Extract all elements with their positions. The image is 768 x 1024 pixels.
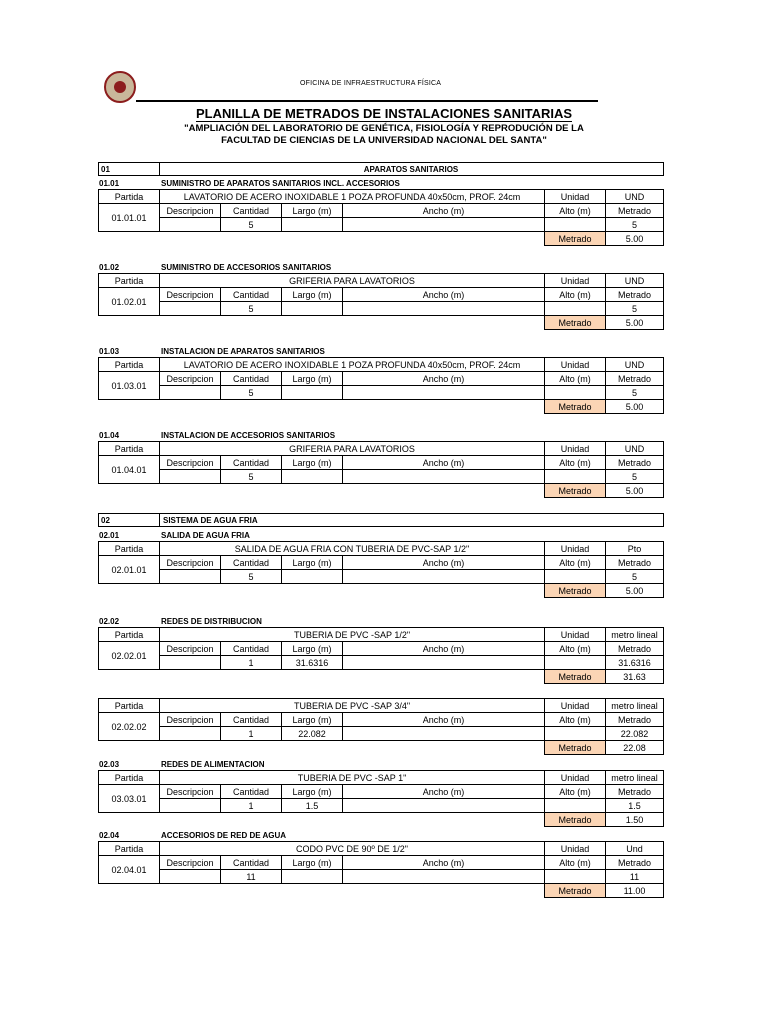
university-seal-logo bbox=[104, 71, 136, 103]
alto-label: Alto (m) bbox=[545, 372, 606, 386]
partial-metrado: 1.5 bbox=[606, 799, 664, 813]
descripcion-label: Descripcion bbox=[160, 372, 221, 386]
metrado-table bbox=[98, 541, 664, 598]
largo-label: Largo (m) bbox=[282, 713, 343, 727]
ancho-value bbox=[343, 870, 545, 884]
metrado-total-label: Metrado bbox=[545, 741, 606, 755]
subsection-code: 02.02 bbox=[99, 617, 120, 626]
subsection-name: SUMINISTRO DE ACCESORIOS SANITARIOS bbox=[161, 263, 332, 272]
cantidad-value: 1 bbox=[221, 799, 282, 813]
descripcion-value bbox=[160, 727, 221, 741]
largo-value bbox=[282, 570, 343, 584]
partial-metrado: 5 bbox=[606, 218, 664, 232]
partida-label: Partida bbox=[99, 442, 160, 456]
descripcion-label: Descripcion bbox=[160, 642, 221, 656]
cantidad-value: 5 bbox=[221, 570, 282, 584]
subsection-name: REDES DE ALIMENTACION bbox=[161, 760, 265, 769]
partida-label: Partida bbox=[99, 771, 160, 785]
unit-value: Pto bbox=[606, 542, 664, 556]
largo-label: Largo (m) bbox=[282, 785, 343, 799]
unidad-label: Unidad bbox=[545, 542, 606, 556]
unidad-label: Unidad bbox=[545, 699, 606, 713]
partida-label: Partida bbox=[99, 274, 160, 288]
descripcion-label: Descripcion bbox=[160, 288, 221, 302]
blank-cell bbox=[99, 484, 545, 498]
metrado-total: 5.00 bbox=[606, 232, 664, 246]
unit-value: UND bbox=[606, 190, 664, 204]
ancho-label: Ancho (m) bbox=[343, 204, 545, 218]
document-title-text: PLANILLA DE METRADOS DE INSTALACIONES SANITARIAS bbox=[195, 106, 573, 121]
subsection-code: 02.04 bbox=[99, 831, 120, 840]
partial-metrado: 22.082 bbox=[606, 727, 664, 741]
partida-label: Partida bbox=[99, 842, 160, 856]
unidad-label: Unidad bbox=[545, 842, 606, 856]
subsection-name: REDES DE DISTRIBUCION bbox=[161, 617, 262, 626]
item-number: 02.02.01 bbox=[99, 642, 160, 670]
ancho-value bbox=[343, 727, 545, 741]
section-divider bbox=[159, 514, 160, 526]
ancho-label: Ancho (m) bbox=[343, 785, 545, 799]
cantidad-value: 1 bbox=[221, 727, 282, 741]
largo-value bbox=[282, 218, 343, 232]
subsection-name: INSTALACION DE ACCESORIOS SANITARIOS bbox=[161, 431, 336, 440]
unit-value: metro lineal bbox=[606, 699, 664, 713]
metrado-table bbox=[98, 273, 664, 330]
metrado-label: Metrado bbox=[606, 785, 664, 799]
blank-cell bbox=[99, 813, 545, 827]
metrado-total: 22.08 bbox=[606, 741, 664, 755]
largo-value: 22.082 bbox=[282, 727, 343, 741]
unidad-label: Unidad bbox=[545, 274, 606, 288]
cantidad-label: Cantidad bbox=[221, 372, 282, 386]
partial-metrado: 31.6316 bbox=[606, 656, 664, 670]
partida-label: Partida bbox=[99, 190, 160, 204]
cantidad-label: Cantidad bbox=[221, 204, 282, 218]
alto-value bbox=[545, 386, 606, 400]
metrado-total: 5.00 bbox=[606, 400, 664, 414]
descripcion-label: Descripcion bbox=[160, 204, 221, 218]
descripcion-value bbox=[160, 386, 221, 400]
descripcion-value bbox=[160, 656, 221, 670]
alto-value bbox=[545, 570, 606, 584]
header-rule bbox=[136, 100, 598, 102]
unidad-label: Unidad bbox=[545, 442, 606, 456]
section-code: 01 bbox=[101, 165, 110, 174]
item-description: CODO PVC DE 90º DE 1/2" bbox=[160, 842, 545, 856]
ancho-value bbox=[343, 570, 545, 584]
ancho-label: Ancho (m) bbox=[343, 856, 545, 870]
cantidad-label: Cantidad bbox=[221, 856, 282, 870]
metrado-total-label: Metrado bbox=[545, 884, 606, 898]
unit-value: Und bbox=[606, 842, 664, 856]
descripcion-label: Descripcion bbox=[160, 856, 221, 870]
cantidad-label: Cantidad bbox=[221, 556, 282, 570]
metrado-label: Metrado bbox=[606, 456, 664, 470]
ancho-value bbox=[343, 218, 545, 232]
partida-label: Partida bbox=[99, 628, 160, 642]
metrado-total-label: Metrado bbox=[545, 316, 606, 330]
unidad-label: Unidad bbox=[545, 358, 606, 372]
cantidad-value: 5 bbox=[221, 470, 282, 484]
alto-value bbox=[545, 799, 606, 813]
ancho-value bbox=[343, 386, 545, 400]
blank-cell bbox=[99, 400, 545, 414]
item-description: LAVATORIO DE ACERO INOXIDABLE 1 POZA PROFUNDA 40x50cm, PROF. 24cm bbox=[160, 358, 545, 372]
cantidad-label: Cantidad bbox=[221, 785, 282, 799]
item-number: 01.04.01 bbox=[99, 456, 160, 484]
subsection-code: 02.03 bbox=[99, 760, 120, 769]
cantidad-label: Cantidad bbox=[221, 642, 282, 656]
metrado-total: 5.00 bbox=[606, 584, 664, 598]
ancho-label: Ancho (m) bbox=[343, 713, 545, 727]
metrado-table bbox=[98, 698, 664, 755]
metrado-label: Metrado bbox=[606, 713, 664, 727]
partial-metrado: 5 bbox=[606, 570, 664, 584]
document-title bbox=[0, 106, 768, 121]
ancho-label: Ancho (m) bbox=[343, 372, 545, 386]
metrado-table bbox=[98, 770, 664, 827]
descripcion-value bbox=[160, 570, 221, 584]
metrado-table bbox=[98, 841, 664, 898]
ancho-value bbox=[343, 302, 545, 316]
metrado-total-label: Metrado bbox=[545, 584, 606, 598]
alto-value bbox=[545, 656, 606, 670]
unidad-label: Unidad bbox=[545, 771, 606, 785]
largo-label: Largo (m) bbox=[282, 204, 343, 218]
cantidad-value: 5 bbox=[221, 302, 282, 316]
alto-label: Alto (m) bbox=[545, 785, 606, 799]
metrado-total-label: Metrado bbox=[545, 813, 606, 827]
alto-label: Alto (m) bbox=[545, 556, 606, 570]
cantidad-value: 5 bbox=[221, 218, 282, 232]
descripcion-value bbox=[160, 799, 221, 813]
subsection-name: SUMINISTRO DE APARATOS SANITARIOS INCL. ACCESORIOS bbox=[161, 179, 400, 188]
blank-cell bbox=[99, 670, 545, 684]
item-description: GRIFERIA PARA LAVATORIOS bbox=[160, 442, 545, 456]
metrado-total: 5.00 bbox=[606, 484, 664, 498]
subsection-code: 02.01 bbox=[99, 531, 120, 540]
subsection-code: 01.04 bbox=[99, 431, 120, 440]
largo-label: Largo (m) bbox=[282, 856, 343, 870]
partida-label: Partida bbox=[99, 358, 160, 372]
largo-label: Largo (m) bbox=[282, 288, 343, 302]
alto-label: Alto (m) bbox=[545, 204, 606, 218]
largo-value bbox=[282, 386, 343, 400]
ancho-value bbox=[343, 656, 545, 670]
metrado-table bbox=[98, 441, 664, 498]
largo-label: Largo (m) bbox=[282, 456, 343, 470]
item-number: 03.03.01 bbox=[99, 785, 160, 813]
metrado-total-label: Metrado bbox=[545, 670, 606, 684]
unit-value: metro lineal bbox=[606, 771, 664, 785]
alto-value bbox=[545, 727, 606, 741]
largo-value bbox=[282, 470, 343, 484]
unit-value: UND bbox=[606, 274, 664, 288]
alto-value bbox=[545, 470, 606, 484]
largo-label: Largo (m) bbox=[282, 372, 343, 386]
metrado-label: Metrado bbox=[606, 204, 664, 218]
metrado-total: 5.00 bbox=[606, 316, 664, 330]
metrado-total-label: Metrado bbox=[545, 232, 606, 246]
item-description: GRIFERIA PARA LAVATORIOS bbox=[160, 274, 545, 288]
largo-value: 1.5 bbox=[282, 799, 343, 813]
subsection-code: 01.03 bbox=[99, 347, 120, 356]
largo-label: Largo (m) bbox=[282, 556, 343, 570]
item-description: TUBERIA DE PVC -SAP 1" bbox=[160, 771, 545, 785]
blank-cell bbox=[99, 741, 545, 755]
metrado-label: Metrado bbox=[606, 556, 664, 570]
descripcion-label: Descripcion bbox=[160, 556, 221, 570]
alto-value bbox=[545, 870, 606, 884]
largo-label: Largo (m) bbox=[282, 642, 343, 656]
unit-value: UND bbox=[606, 442, 664, 456]
cantidad-value: 5 bbox=[221, 386, 282, 400]
item-number: 02.02.02 bbox=[99, 713, 160, 741]
section-header-02 bbox=[98, 513, 664, 527]
blank-cell bbox=[99, 232, 545, 246]
project-name-line-1: "AMPLIACIÓN DEL LABORATORIO DE GENÉTICA, FISIOLOGÍA Y REPRODUCIÓN DE LA bbox=[184, 123, 584, 134]
descripcion-value bbox=[160, 870, 221, 884]
blank-cell bbox=[99, 584, 545, 598]
ancho-label: Ancho (m) bbox=[343, 288, 545, 302]
metrado-table bbox=[98, 189, 664, 246]
metrado-table bbox=[98, 627, 664, 684]
metrado-label: Metrado bbox=[606, 372, 664, 386]
ancho-label: Ancho (m) bbox=[343, 456, 545, 470]
metrado-total-label: Metrado bbox=[545, 400, 606, 414]
largo-value bbox=[282, 870, 343, 884]
partida-label: Partida bbox=[99, 542, 160, 556]
descripcion-value bbox=[160, 470, 221, 484]
partial-metrado: 5 bbox=[606, 470, 664, 484]
metrado-total: 1.50 bbox=[606, 813, 664, 827]
unidad-label: Unidad bbox=[545, 190, 606, 204]
item-number: 02.04.01 bbox=[99, 856, 160, 884]
subsection-name: SALIDA DE AGUA FRIA bbox=[161, 531, 250, 540]
metrado-label: Metrado bbox=[606, 856, 664, 870]
metrado-label: Metrado bbox=[606, 642, 664, 656]
section-header-01 bbox=[98, 162, 664, 176]
cantidad-value: 1 bbox=[221, 656, 282, 670]
item-number: 01.01.01 bbox=[99, 204, 160, 232]
descripcion-value bbox=[160, 218, 221, 232]
item-description: TUBERIA DE PVC -SAP 3/4" bbox=[160, 699, 545, 713]
metrado-label: Metrado bbox=[606, 288, 664, 302]
alto-value bbox=[545, 218, 606, 232]
subsection-name: ACCESORIOS DE RED DE AGUA bbox=[161, 831, 287, 840]
project-name-line-2: FACULTAD DE CIENCIAS DE LA UNIVERSIDAD NACIONAL DEL SANTA" bbox=[221, 135, 547, 146]
unidad-label: Unidad bbox=[545, 628, 606, 642]
office-name: OFICINA DE INFRAESTRUCTURA FÍSICA bbox=[300, 80, 442, 87]
unit-value: metro lineal bbox=[606, 628, 664, 642]
descripcion-label: Descripcion bbox=[160, 456, 221, 470]
cantidad-label: Cantidad bbox=[221, 456, 282, 470]
cantidad-label: Cantidad bbox=[221, 713, 282, 727]
alto-label: Alto (m) bbox=[545, 856, 606, 870]
alto-label: Alto (m) bbox=[545, 642, 606, 656]
section-code: 02 bbox=[101, 516, 110, 525]
partida-label: Partida bbox=[99, 699, 160, 713]
alto-label: Alto (m) bbox=[545, 456, 606, 470]
ancho-label: Ancho (m) bbox=[343, 642, 545, 656]
subsection-name: INSTALACION DE APARATOS SANITARIOS bbox=[161, 347, 325, 356]
alto-label: Alto (m) bbox=[545, 288, 606, 302]
cantidad-value: 11 bbox=[221, 870, 282, 884]
section-name: APARATOS SANITARIOS bbox=[363, 165, 459, 174]
descripcion-label: Descripcion bbox=[160, 785, 221, 799]
unit-value: UND bbox=[606, 358, 664, 372]
subsection-code: 01.02 bbox=[99, 263, 120, 272]
item-description: TUBERIA DE PVC -SAP 1/2" bbox=[160, 628, 545, 642]
largo-value bbox=[282, 302, 343, 316]
subsection-code: 01.01 bbox=[99, 179, 120, 188]
alto-value bbox=[545, 302, 606, 316]
blank-cell bbox=[99, 316, 545, 330]
metrado-total: 31.63 bbox=[606, 670, 664, 684]
ancho-value bbox=[343, 470, 545, 484]
alto-label: Alto (m) bbox=[545, 713, 606, 727]
partial-metrado: 11 bbox=[606, 870, 664, 884]
partial-metrado: 5 bbox=[606, 386, 664, 400]
item-description: SALIDA DE AGUA FRIA CON TUBERIA DE PVC-SAP 1/2" bbox=[160, 542, 545, 556]
ancho-value bbox=[343, 799, 545, 813]
item-number: 01.02.01 bbox=[99, 288, 160, 316]
item-number: 02.01.01 bbox=[99, 556, 160, 584]
partial-metrado: 5 bbox=[606, 302, 664, 316]
cantidad-label: Cantidad bbox=[221, 288, 282, 302]
item-number: 01.03.01 bbox=[99, 372, 160, 400]
descripcion-label: Descripcion bbox=[160, 713, 221, 727]
descripcion-value bbox=[160, 302, 221, 316]
blank-cell bbox=[99, 884, 545, 898]
largo-value: 31.6316 bbox=[282, 656, 343, 670]
section-name: SISTEMA DE AGUA FRIA bbox=[163, 516, 258, 525]
ancho-label: Ancho (m) bbox=[343, 556, 545, 570]
metrado-total-label: Metrado bbox=[545, 484, 606, 498]
metrado-table bbox=[98, 357, 664, 414]
metrado-total: 11.00 bbox=[606, 884, 664, 898]
item-description: LAVATORIO DE ACERO INOXIDABLE 1 POZA PROFUNDA 40x50cm, PROF. 24cm bbox=[160, 190, 545, 204]
